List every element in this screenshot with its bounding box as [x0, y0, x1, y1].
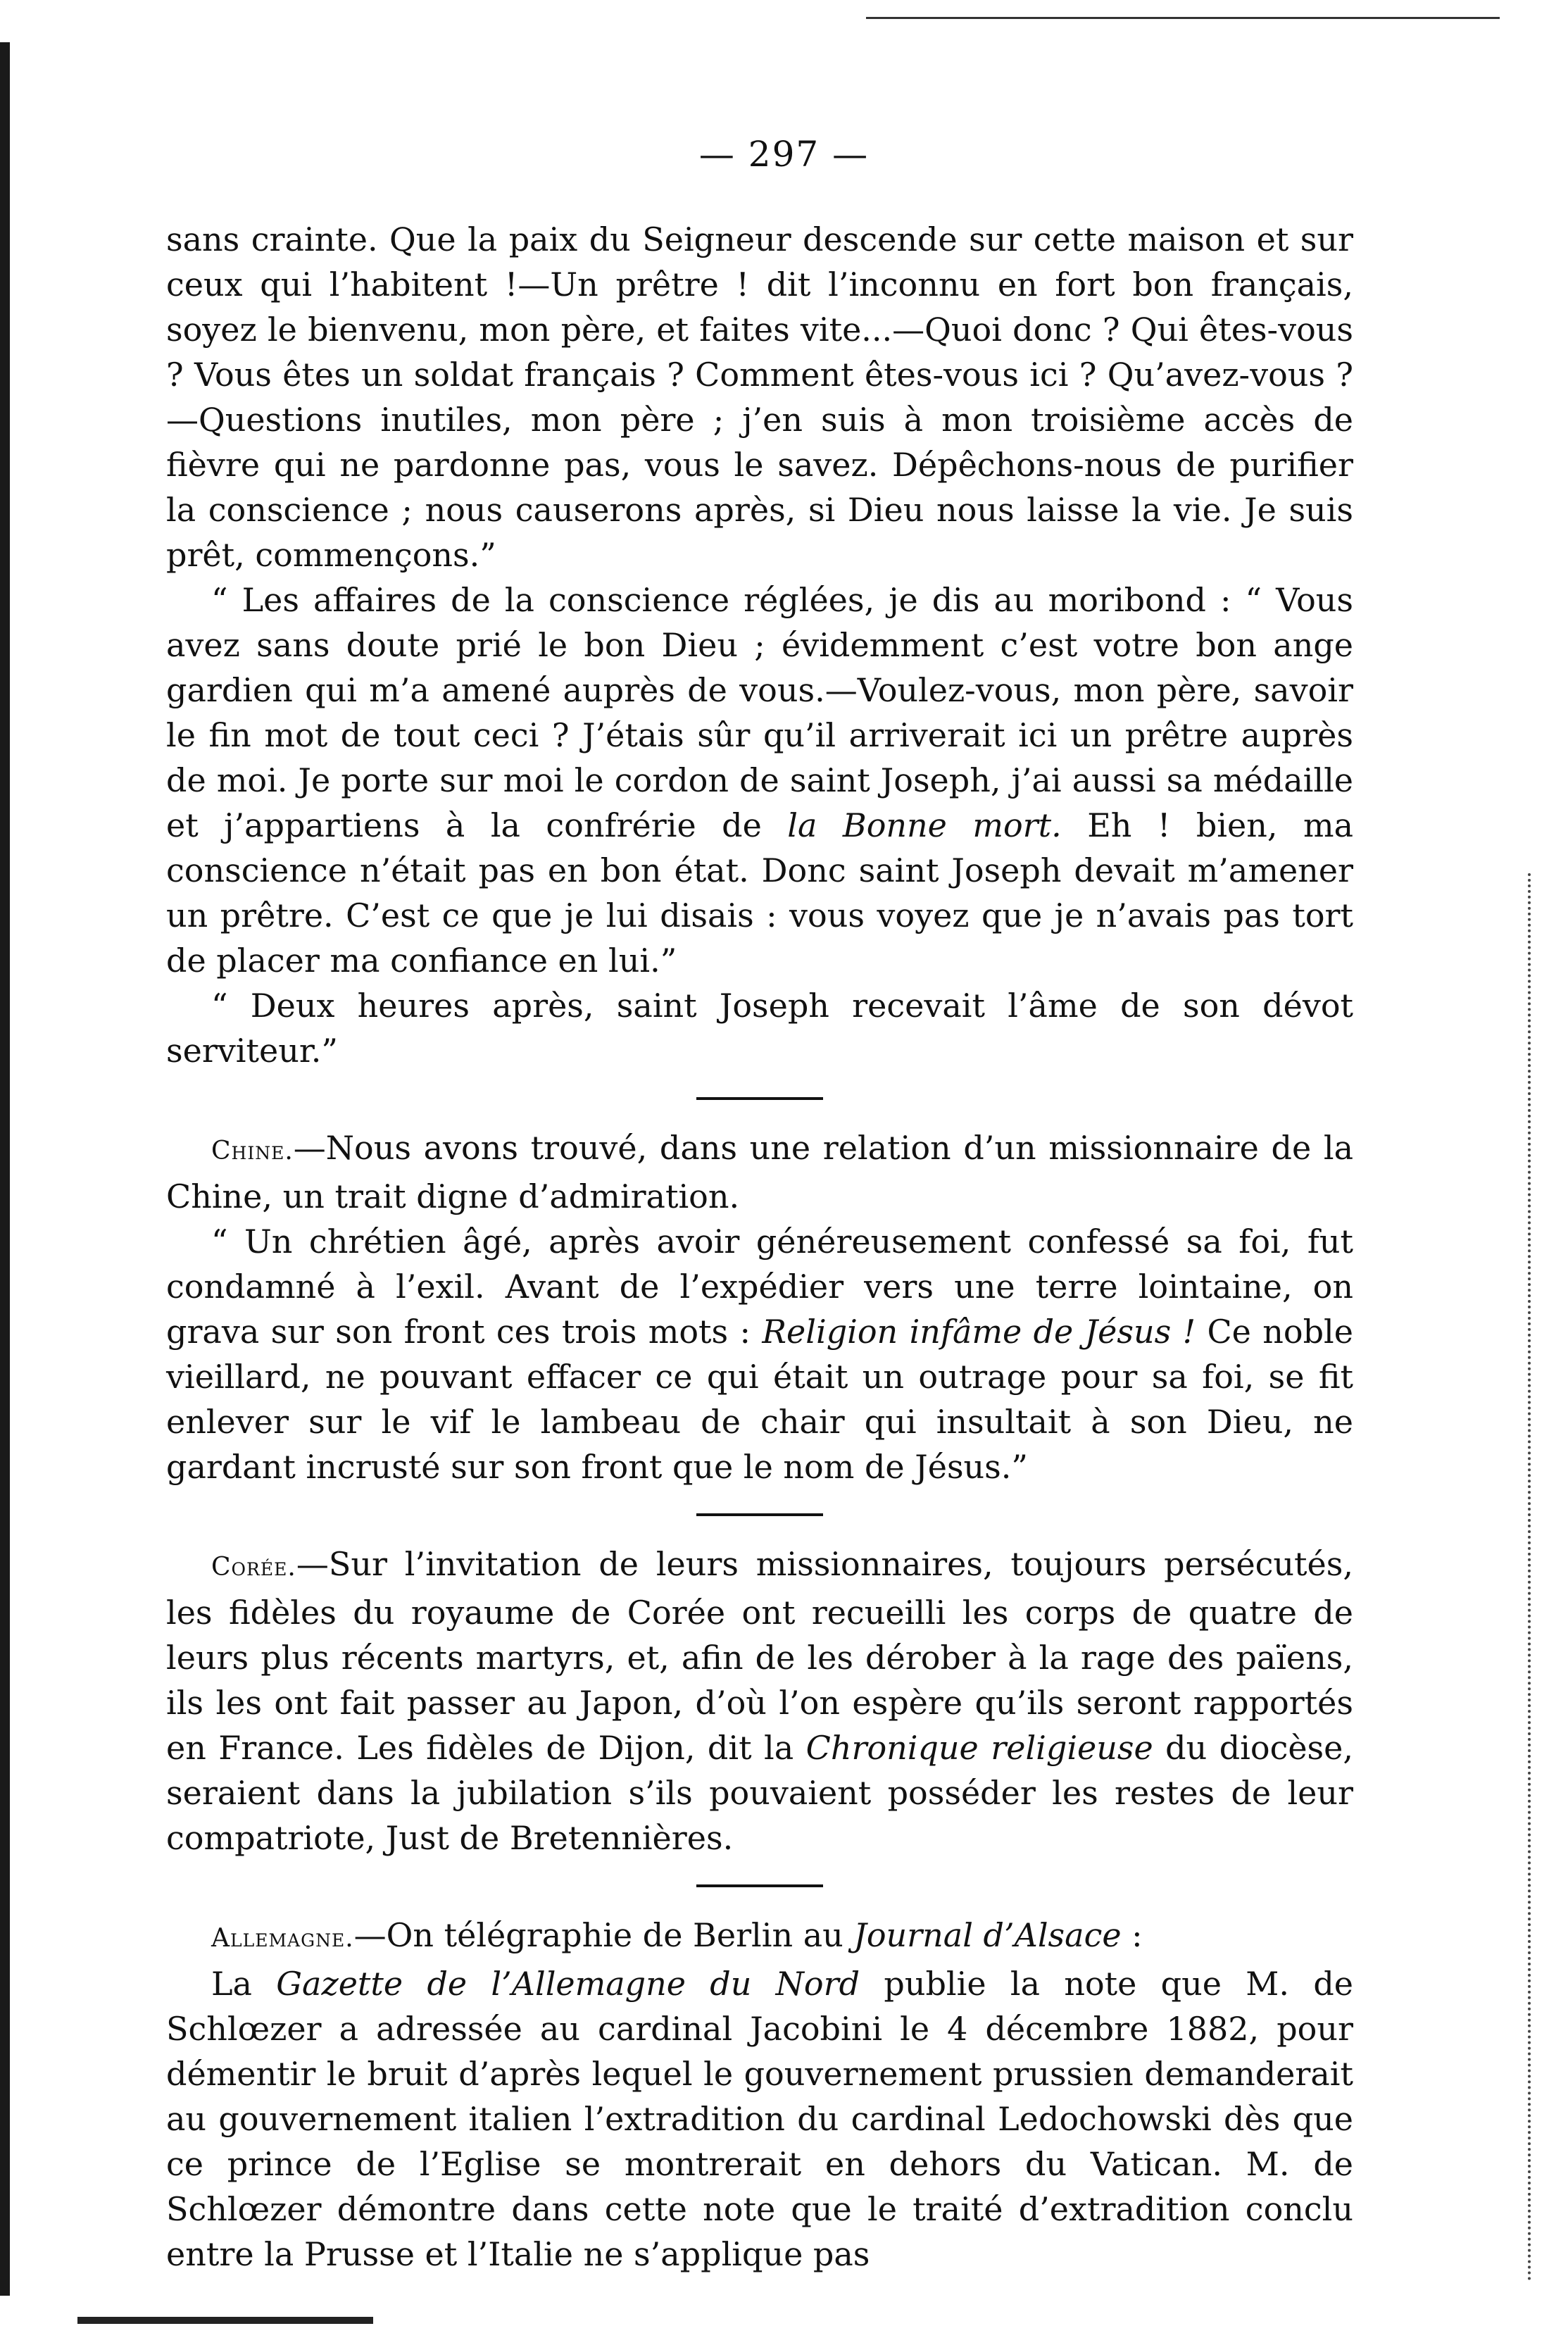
italic-text: la Bonne mort.	[787, 806, 1062, 844]
paragraph: sans crainte. Que la paix du Seigneur descende sur cette maison et sur ceux qui l’habitent !—Un prêtre ! dit l’inconnu en fort bon français, soyez le bienvenu, mon père, et faites vite...—Quoi donc ? Qui êtes-vous ? Vous êtes un soldat français ? Comment êtes-vous ici ? Qu’avez-vous ?—Questions inutiles, mon père ; j’en suis à mon troisième accès de fièvre qui ne pardonne pas, vous le savez. Dépêchons-nous de purifier la conscience ; nous causerons après, si Dieu nous laisse la vie. Je suis prêt, commençons.”	[166, 220, 1353, 574]
paragraph-text: La	[211, 1965, 277, 2003]
scan-rule-bottom	[77, 2317, 373, 2324]
paragraph-text: “ Les affaires de la conscience réglées, je dis au moribond : “ Vous avez sans doute prié le bon Dieu ; évidemment c’est votre bon ange gardien qui m’a amené auprès de vous.—Voulez-vous, mon père, savoir le fin mot de tout ceci ? J’étais sûr qu’il arriverait ici un prêtre auprès de moi. Je porte sur moi le cordon de saint Joseph, j’ai aussi sa médaille et j’appartiens à la confrérie de	[166, 581, 1353, 844]
paragraph-text: publie la note que M. de Schlœzer a adressée au cardinal Jacobini le 4 décembre 1882, pour démentir le bruit d’après lequel le gouvernement prussien demanderait au gouvernement italien l’extradition du cardinal Ledochowski dès que ce prince de l’Eglise se montrerait en dehors du Vatican. M. de Schlœzer démontre dans cette note que le traité d’extradition conclu entre la Prusse et l’Italie ne s’applique pas	[166, 1965, 1353, 2273]
italic-text: Religion infâme de Jésus !	[762, 1313, 1196, 1351]
section-divider	[696, 1097, 823, 1100]
paragraph-text: Ce noble vieillard, ne pouvant effacer ce qui était un outrage pour sa foi, se fit enlever sur le vif le lambeau de chair qui insultait à son Dieu, ne gardant incrusté sur son front que le nom de Jésus.”	[166, 1313, 1353, 1486]
italic-text: Journal d’Alsace	[853, 1916, 1122, 1954]
paragraph	[166, 577, 1353, 983]
scan-edge-left	[0, 42, 10, 2296]
section-allemagne	[166, 1913, 1353, 1961]
paragraph-text: —Sur l’invitation de leurs missionnaires, toujours persécutés, les fidèles du royaume de Corée ont recueilli les corps de quatre de leurs plus récents martyrs, et, afin de les dérober à la rage des païens, ils les ont fait passer au Japon, d’où l’on espère qu’ils seront rapportés en France. Les fidèles de Dijon, dit la	[166, 1545, 1353, 1767]
paragraph: “ Deux heures après, saint Joseph recevait l’âme de son dévot serviteur.”	[166, 987, 1353, 1070]
paragraph-text: Eh ! bien, ma conscience n’était pas en bon état. Donc saint Joseph devait m’amener un prêtre. C’est ce que je lui disais : vous voyez que je n’avais pas tort de placer ma confiance en lui.”	[166, 806, 1353, 980]
body-text	[166, 217, 1353, 2277]
page-number: — 297 —	[698, 134, 870, 175]
paragraph-text: —On télégraphie de Berlin au	[353, 1916, 854, 1954]
paragraph-text: “ Un chrétien âgé, après avoir généreusement confessé sa foi, fut condamné à l’exil. Avant de l’expédier vers une terre lointaine, on grava sur son front ces trois mots :	[166, 1222, 1353, 1351]
paragraph-text: :	[1121, 1916, 1143, 1954]
section-divider	[696, 1884, 823, 1887]
paragraph-text: —Nous avons trouvé, dans une relation d’un missionnaire de la Chine, un trait digne d’admiration.	[166, 1129, 1353, 1215]
section-label: Corée.	[211, 1553, 296, 1582]
scan-rule-top	[866, 17, 1500, 19]
section-chine	[166, 1125, 1353, 1219]
section-label: Allemagne.	[211, 1924, 354, 1953]
scan-edge-right	[1528, 873, 1533, 2282]
section-divider	[696, 1513, 823, 1516]
italic-text: Gazette de l’Allemagne du Nord	[276, 1965, 860, 2003]
paragraph-text: du diocèse, seraient dans la jubilation s’ils pouvaient posséder les restes de leur compatriote, Just de Bretennières.	[166, 1729, 1354, 1857]
italic-text: Chronique religieuse	[805, 1729, 1153, 1767]
section-label: Chine.	[211, 1137, 294, 1165]
paragraph	[166, 1961, 1353, 2277]
paragraph	[166, 1219, 1353, 1489]
section-coree	[166, 1542, 1353, 1861]
